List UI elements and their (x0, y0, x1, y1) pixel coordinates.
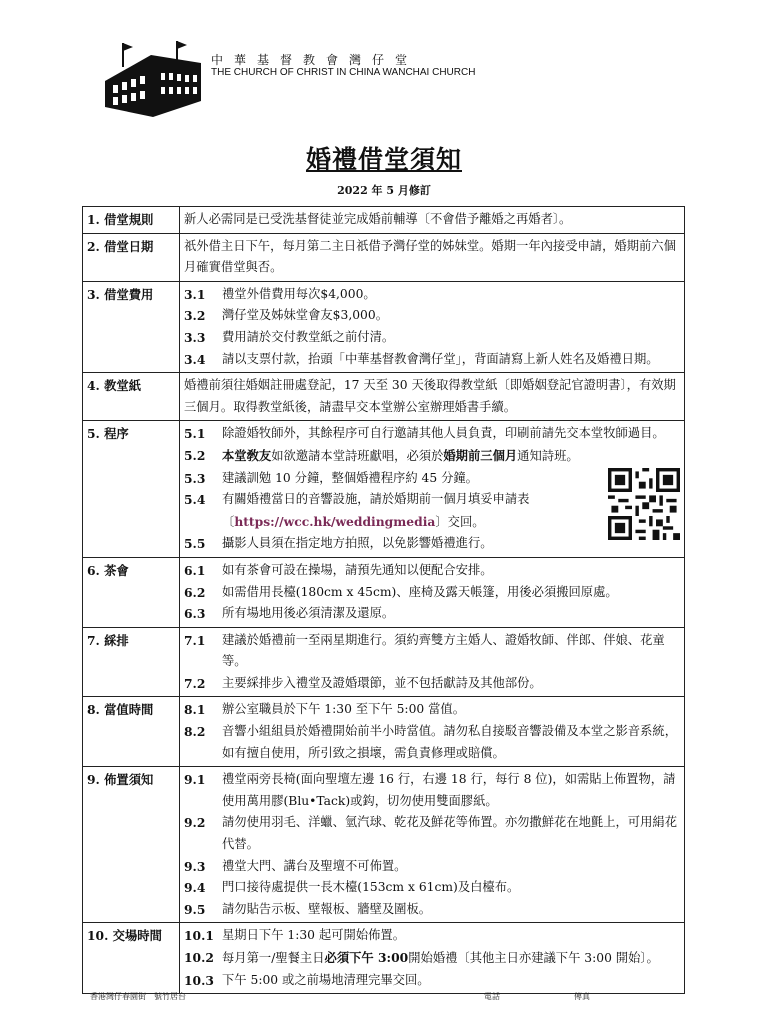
list-item (184, 877, 680, 899)
table-row (83, 281, 685, 372)
item-text: 攝影人員須在指定地方拍照，以免影響婚禮進行。 (222, 536, 493, 551)
item-text-part: 每月第一/聖餐主日 (222, 951, 325, 965)
list-item (184, 560, 680, 582)
qr-code-icon (608, 468, 680, 540)
item-text: 有關婚禮當日的音響設施，請於婚期前一個月填妥申請表 〔https://wcc.hk/weddingmedia〕交回。 (222, 492, 530, 529)
list-item (184, 349, 680, 371)
item-bold-text: 婚期前三個月 (443, 447, 518, 463)
section-items (180, 767, 685, 923)
item-text (222, 445, 680, 468)
item-number: 6.2 (184, 584, 206, 600)
list-item (184, 445, 680, 468)
item-number: 9.3 (184, 858, 206, 874)
item-text: 禮堂大門、講台及聖壇不可佈置。 (222, 858, 407, 873)
list-item (184, 603, 680, 625)
section-label: 9. 佈置須知 (83, 767, 180, 923)
document-title: 婚禮借堂須知 (305, 145, 462, 174)
item-text: 費用請於交付教堂紙之前付清。 (222, 329, 395, 344)
item-bold-text: 必須下午 3:00 (324, 950, 409, 965)
item-text: 除證婚牧師外，其餘程序可自行邀請其他人員負責，印刷前請先交本堂牧師過目。 (222, 426, 665, 441)
item-text: 辦公室職員於下午 1:30 至下午 5:00 當值。 (222, 702, 466, 717)
section-items (180, 697, 685, 767)
section-label: 5. 程序 (83, 421, 180, 558)
list-item (184, 284, 680, 306)
section-items (180, 627, 685, 697)
item-number: 5.3 (184, 470, 206, 486)
item-number: 7.1 (184, 632, 206, 648)
list-item (184, 856, 680, 878)
item-number: 10.3 (184, 972, 214, 988)
item-number: 9.1 (184, 772, 206, 788)
list-item (184, 468, 602, 490)
section-label: 8. 當值時間 (83, 697, 180, 767)
table-row (83, 767, 685, 923)
item-text: 建議訓勉 10 分鐘，整個婚禮程序約 45 分鐘。 (222, 470, 478, 485)
item-text: 請以支票付款，抬頭「中華基督教會灣仔堂」，背面請寫上新人姓名及婚禮日期。 (222, 351, 659, 366)
item-text: 請勿使用羽毛、洋蠟、氫汽球、乾花及鮮花等佈置。亦勿撒鮮花在地氈上，可用絹花代替。 (222, 815, 677, 852)
rules-table (82, 206, 685, 994)
item-text: 星期日下午 1:30 起可開始佈置。 (222, 928, 405, 943)
list-item (184, 812, 680, 855)
section-text: 婚禮前須往婚姻註冊處登記，17 天至 30 天後取得教堂紙〔即婚姻登記官證明書〕，有效期三個月。取得教堂紙後，請盡早交本堂辦公室辦理婚書手續。 (180, 373, 685, 421)
item-number: 3.2 (184, 308, 206, 324)
item-text: 下午 5:00 或之前場地清理完畢交回。 (222, 972, 430, 987)
list-item (184, 327, 680, 349)
table-row (83, 627, 685, 697)
item-number: 3.3 (184, 329, 206, 345)
item-text: 請勿貼告示板、壁報板、牆壁及圍板。 (222, 901, 432, 916)
item-text: 門口接待處提供一長木檯(153cm x 61cm)及白檯布。 (222, 880, 520, 895)
item-text: 所有場地用後必須清潔及還原。 (222, 606, 395, 621)
item-number: 5.2 (184, 447, 206, 463)
item-text: 如需借用長檯(180cm x 45cm)、座椅及露天帳篷，用後必須搬回原處。 (222, 584, 618, 599)
list-item (184, 947, 680, 970)
item-number: 9.2 (184, 815, 206, 831)
church-name-zh: 中華基督教會灣仔堂 (211, 53, 419, 67)
table-row (83, 207, 685, 234)
table-row (83, 697, 685, 767)
item-text-part: 有關婚禮當日的音響設施，請於婚期前一個月填妥申請表 (222, 492, 530, 507)
list-item (184, 423, 680, 445)
section-label: 2. 借堂日期 (83, 233, 180, 281)
item-number: 6.1 (184, 562, 206, 578)
footer-phone: 電話 (484, 992, 500, 1001)
weddingmedia-link[interactable]: https://wcc.hk/weddingmedia (234, 513, 436, 529)
item-number: 5.4 (184, 492, 206, 508)
section-label: 6. 茶會 (83, 557, 180, 627)
table-row (83, 557, 685, 627)
list-item (184, 305, 680, 327)
table-row (83, 373, 685, 421)
item-text: 禮堂兩旁長椅(面向聖壇左邊 16 行，右邊 18 行，每行 8 位)，如需貼上佈置物，請使用萬用膠(Blu•Tack)或鈎，切勿使用雙面膠紙。 (222, 772, 676, 808)
item-text-part: 通知詩班。 (517, 448, 579, 463)
item-number: 5.1 (184, 426, 206, 442)
church-logo (103, 37, 203, 119)
list-item (184, 899, 680, 921)
item-number: 5.5 (184, 536, 206, 552)
revision-date: 2022 年 5 月修訂 (337, 184, 431, 197)
list-item (184, 721, 680, 764)
section-text: 新人必需同是已受洗基督徒並完成婚前輔導〔不會借予離婚之再婚者〕。 (180, 207, 685, 234)
item-number: 8.1 (184, 702, 206, 718)
list-item (184, 630, 680, 673)
item-number: 10.2 (184, 950, 214, 965)
section-label: 4. 教堂紙 (83, 373, 180, 421)
item-text-part: 如欲邀請本堂詩班獻唱，必須於 (271, 448, 444, 463)
item-text: 禮堂外借費用每次$4,000。 (222, 286, 376, 301)
footer-fax: 傳真 (574, 992, 590, 1001)
item-number: 3.1 (184, 286, 206, 302)
item-text (222, 947, 680, 970)
footer-address: 香港灣仔春園街 號竹居台 (90, 992, 186, 1001)
item-number: 3.4 (184, 351, 206, 367)
list-item (184, 925, 680, 947)
item-number: 9.5 (184, 901, 206, 917)
list-item (184, 769, 680, 812)
section-items (180, 421, 685, 558)
list-item (184, 533, 602, 555)
list-item (184, 582, 680, 604)
church-name-en: THE CHURCH OF CHRIST IN CHINA WANCHAI CHURCH (211, 67, 476, 78)
section-label: 1. 借堂規則 (83, 207, 180, 234)
item-text: 主要綵排步入禮堂及證婚環節，並不包括獻詩及其他部份。 (222, 675, 542, 690)
item-number: 6.3 (184, 606, 206, 622)
item-text: 灣仔堂及姊妹堂會友$3,000。 (222, 308, 388, 323)
section-label: 10. 交場時間 (83, 923, 180, 994)
table-row (83, 233, 685, 281)
item-bold-text: 本堂敎友 (222, 447, 272, 463)
item-text: 如有茶會可設在操場，請預先通知以便配合安排。 (222, 562, 493, 577)
list-item (184, 699, 680, 721)
section-items (180, 923, 685, 994)
item-number: 7.2 (184, 675, 206, 691)
table-row (83, 923, 685, 994)
table-row (83, 421, 685, 558)
item-number: 10.1 (184, 928, 214, 944)
list-item (184, 970, 680, 992)
section-items (180, 281, 685, 372)
list-item (184, 673, 680, 695)
item-text: 音響小組組員於婚禮開始前半小時當值。請勿私自接駁音響設備及本堂之影音系統，如有擅自使用，所引致之損壞，需負責修理或賠償。 (222, 724, 677, 760)
section-items (180, 557, 685, 627)
section-label: 7. 綵排 (83, 627, 180, 697)
list-item (184, 489, 602, 533)
item-number: 9.4 (184, 880, 206, 896)
section-text: 祇外借主日下午，每月第二主日祇借予灣仔堂的姊妹堂。婚期一年內接受申請，婚期前六個月確實借堂與否。 (180, 233, 685, 281)
item-text: 建議於婚禮前一至兩星期進行。須約齊雙方主婚人、證婚牧師、伴郎、伴娘、花童等。 (222, 632, 665, 669)
item-text-part: 開始婚禮〔其他主日亦建議下午 3:00 開始〕。 (408, 951, 659, 965)
section-label: 3. 借堂費用 (83, 281, 180, 372)
item-text-part: 交回。 (447, 514, 485, 529)
item-number: 8.2 (184, 724, 206, 740)
